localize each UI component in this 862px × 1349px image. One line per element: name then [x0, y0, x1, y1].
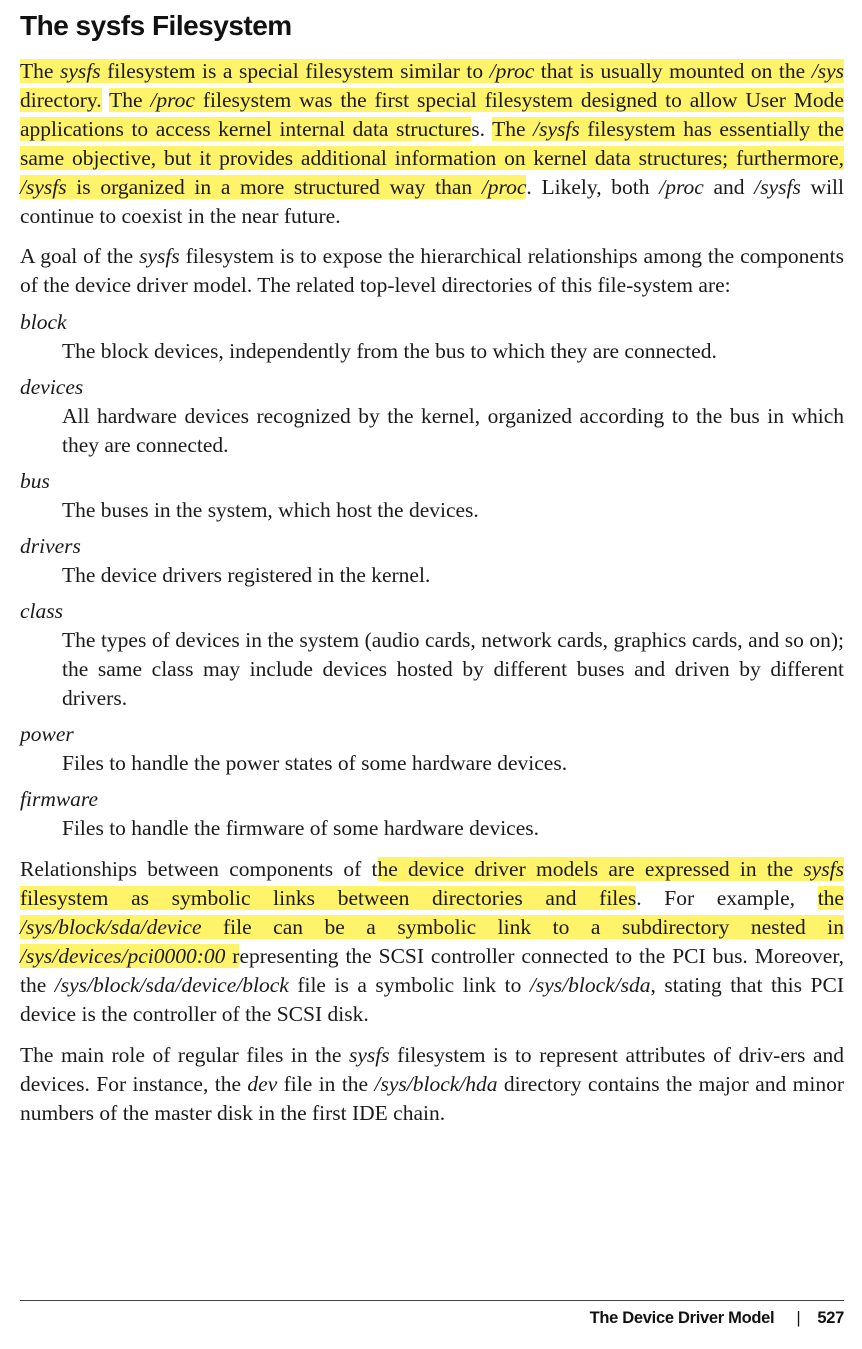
directory-description: Files to handle the power states of some hardware devices.: [62, 751, 568, 775]
directory-description: The buses in the system, which host the devices.: [62, 498, 479, 522]
directory-term: power: [20, 722, 74, 746]
directory-description: The block devices, independently from the bus to which they are connected.: [62, 339, 717, 363]
directory-term: firmware: [20, 787, 99, 811]
directory-description: All hardware devices recognized by the kernel, organized according to the bus in which they are connected.: [62, 404, 844, 457]
directory-term: drivers: [20, 534, 81, 558]
section-title: The sysfs Filesystem: [20, 10, 292, 41]
footer-separator: |: [796, 1309, 801, 1327]
highlight-5: the /sys/block/sda/device file can be a symbolic link to a subdirectory nested in /sys/devices/pci0000:00 r: [20, 886, 844, 968]
highlight-4: he device driver models are expressed in the sysfs filesystem as symbolic links between directories and files: [20, 857, 845, 910]
directory-term: class: [20, 599, 63, 623]
directory-description: The types of devices in the system (audio cards, network cards, graphics cards, and so on); the same class may include devices hosted by different buses and driven by different drivers.: [62, 628, 844, 710]
footer-chapter: The Device Driver Model: [589, 1309, 775, 1327]
highlight-3: The /sysfs filesystem has essentially the same objective, but it provides additional information on kernel data structures; furthermore, /sysfs is organized in a more structured way than /proc: [20, 117, 844, 199]
highlight-2: The /proc filesystem was the first special filesystem designed to allow User Mode applications to access kernel internal data structure: [20, 88, 844, 141]
page-content: [20, 0, 844, 1128]
directory-term: bus: [20, 469, 50, 493]
highlight-1: The sysfs filesystem is a special filesystem similar to /proc that is usually mounted on the /sys directory.: [20, 59, 844, 112]
paragraph-relationships: Relationships between components of the device driver models are expressed in the sysfs filesystem as symbolic links between directories and files. For example, the /sys/block/sda/device file can be a symbolic link to a subdirectory nested in /sys/devices/pci0000:00 representing the SCSI controller connected to the PCI bus. Moreover, the /sys/block/sda/device/block file is a symbolic link to /sys/block/sda, stating that this PCI device is the controller of the SCSI disk.: [20, 857, 845, 1026]
directory-list: [20, 308, 844, 843]
directory-term: block: [20, 310, 67, 334]
directory-description: Files to handle the firmware of some hardware devices.: [62, 816, 540, 840]
paragraph-intro: The sysfs filesystem is a special filesystem similar to /proc that is usually mounted on the /sys directory. The /proc filesystem was the first special filesystem designed to allow User Mode applications to access kernel internal data structures. The /sysfs filesystem has essentially the same objective, but it provides additional information on kernel data structures; furthermore, /sysfs is organized in a more structured way than /proc. Likely, both /proc and /sysfs will continue to coexist in the near future.: [20, 59, 844, 228]
directory-term: devices: [20, 375, 84, 399]
footer-text: [590, 1309, 844, 1328]
page-footer: [20, 1300, 844, 1327]
directory-description: The device drivers registered in the kernel.: [62, 563, 431, 587]
paragraph-regular-files: The main role of regular files in the sysfs filesystem is to represent attributes of driv-ers and devices. For instance, the dev file in the /sys/block/hda directory contains the major and minor numbers of the master disk in the first IDE chain.: [20, 1043, 844, 1125]
paragraph-goal: A goal of the sysfs filesystem is to expose the hierarchical relationships among the components of the device driver model. The related top-level directories of this file-system are:: [20, 244, 844, 297]
page-number: 527: [817, 1309, 844, 1327]
